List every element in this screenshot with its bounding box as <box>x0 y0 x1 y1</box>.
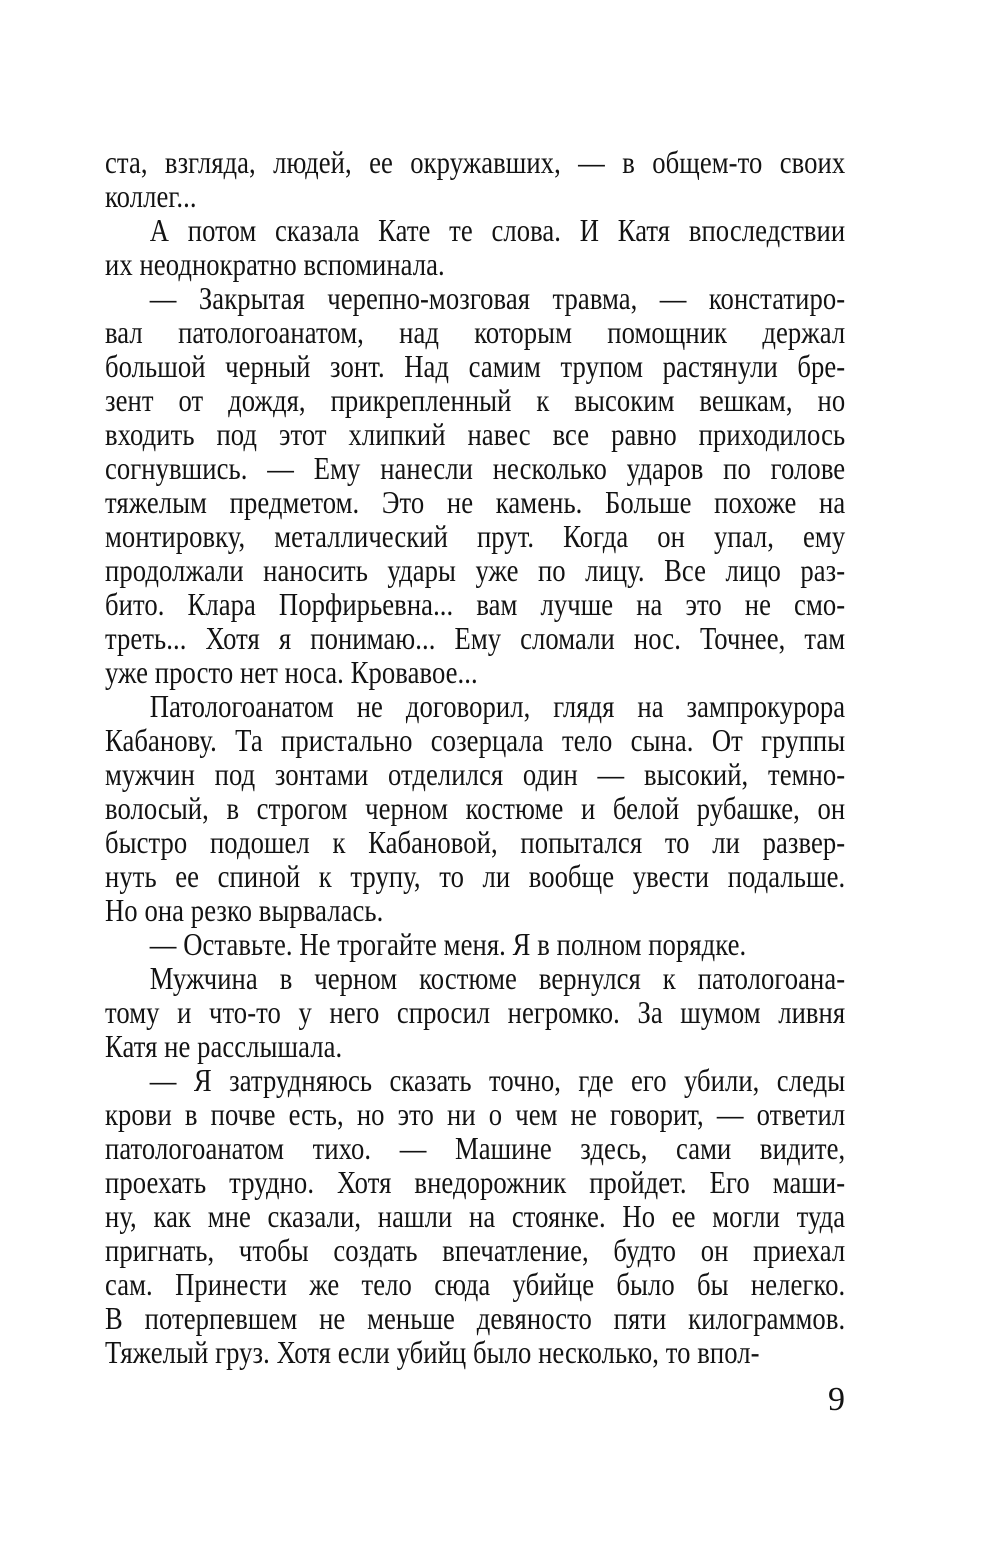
text-line: Тяжелый груз. Хотя если убийц было несколько, то впол- <box>105 1335 760 1370</box>
text-line: сам. Принести же тело сюда убийце было бы нелегко. <box>105 1267 846 1302</box>
paragraph <box>105 1064 845 1370</box>
paragraph <box>105 214 845 282</box>
paragraph <box>105 690 845 928</box>
text-line: коллег... <box>105 179 197 214</box>
text-line: — Я затрудняюсь сказать точно, где его убили, следы <box>149 1063 846 1098</box>
text-line: согнувшись. — Ему нанесли несколько ударов по голове <box>105 451 846 486</box>
body-text <box>105 146 845 1370</box>
text-line: Но она резко вырвалась. <box>105 893 384 928</box>
text-line: зент от дождя, прикрепленный к высоким вешкам, но <box>105 383 846 418</box>
text-line: уже просто нет носа. Кровавое... <box>105 655 478 690</box>
paragraph <box>105 282 845 690</box>
text-line: быстро подошел к Кабановой, попытался то ли развер- <box>105 825 846 860</box>
text-line: вал патологоанатом, над которым помощник держал <box>105 315 846 350</box>
paragraph <box>105 928 845 962</box>
text-line: волосый, в строгом черном костюме и белой рубашке, он <box>105 791 846 826</box>
paragraph <box>105 146 845 214</box>
text-line: мужчин под зонтами отделился один — высокий, темно- <box>105 757 846 792</box>
text-line: — Оставьте. Не трогайте меня. Я в полном порядке. <box>149 927 747 962</box>
text-line: входить под этот хлипкий навес все равно приходилось <box>105 417 846 452</box>
text-line: монтировку, металлический прут. Когда он упал, ему <box>105 519 846 554</box>
text-line: треть... Хотя я понимаю... Ему сломали нос. Точнее, там <box>105 621 846 656</box>
text-line: ну, как мне сказали, нашли на стоянке. Но ее могли туда <box>105 1199 846 1234</box>
text-line: проехать трудно. Хотя внедорожник пройдет. Его маши- <box>105 1165 846 1200</box>
text-line: — Закрытая черепно-мозговая травма, — констатиро- <box>149 281 846 316</box>
text-line: ста, взгляда, людей, ее окружавших, — в общем-то своих <box>105 145 846 180</box>
text-line: большой черный зонт. Над самим трупом растянули бре- <box>105 349 846 384</box>
text-line: Патологоанатом не договорил, глядя на зампрокурора <box>149 689 846 724</box>
text-line: Катя не расслышала. <box>105 1029 343 1064</box>
text-line: Мужчина в черном костюме вернулся к патологоана- <box>149 961 846 996</box>
text-line: А потом сказала Кате те слова. И Катя впоследствии <box>149 213 846 248</box>
text-line: бито. Клара Порфирьевна... вам лучше на это не смо- <box>105 587 846 622</box>
text-line: их неоднократно вспоминала. <box>105 247 445 282</box>
page-number: 9 <box>828 1381 845 1418</box>
text-line: нуть ее спиной к трупу, то ли вообще увести подальше. <box>105 859 846 894</box>
text-line: патологоанатом тихо. — Машине здесь, сами видите, <box>105 1131 846 1166</box>
paragraph <box>105 962 845 1064</box>
text-line: крови в почве есть, но это ни о чем не говорит, — ответил <box>105 1097 846 1132</box>
text-line: тяжелым предметом. Это не камень. Больше похоже на <box>105 485 846 520</box>
text-line: пригнать, чтобы создать впечатление, будто он приехал <box>105 1233 846 1268</box>
text-line: Кабанову. Та пристально созерцала тело сына. От группы <box>105 723 846 758</box>
text-line: В потерпевшем не меньше девяносто пяти килограммов. <box>105 1301 846 1336</box>
text-line: продолжали наносить удары уже по лицу. Все лицо раз- <box>105 553 846 588</box>
text-line: тому и что-то у него спросил негромко. За шумом ливня <box>105 995 846 1030</box>
